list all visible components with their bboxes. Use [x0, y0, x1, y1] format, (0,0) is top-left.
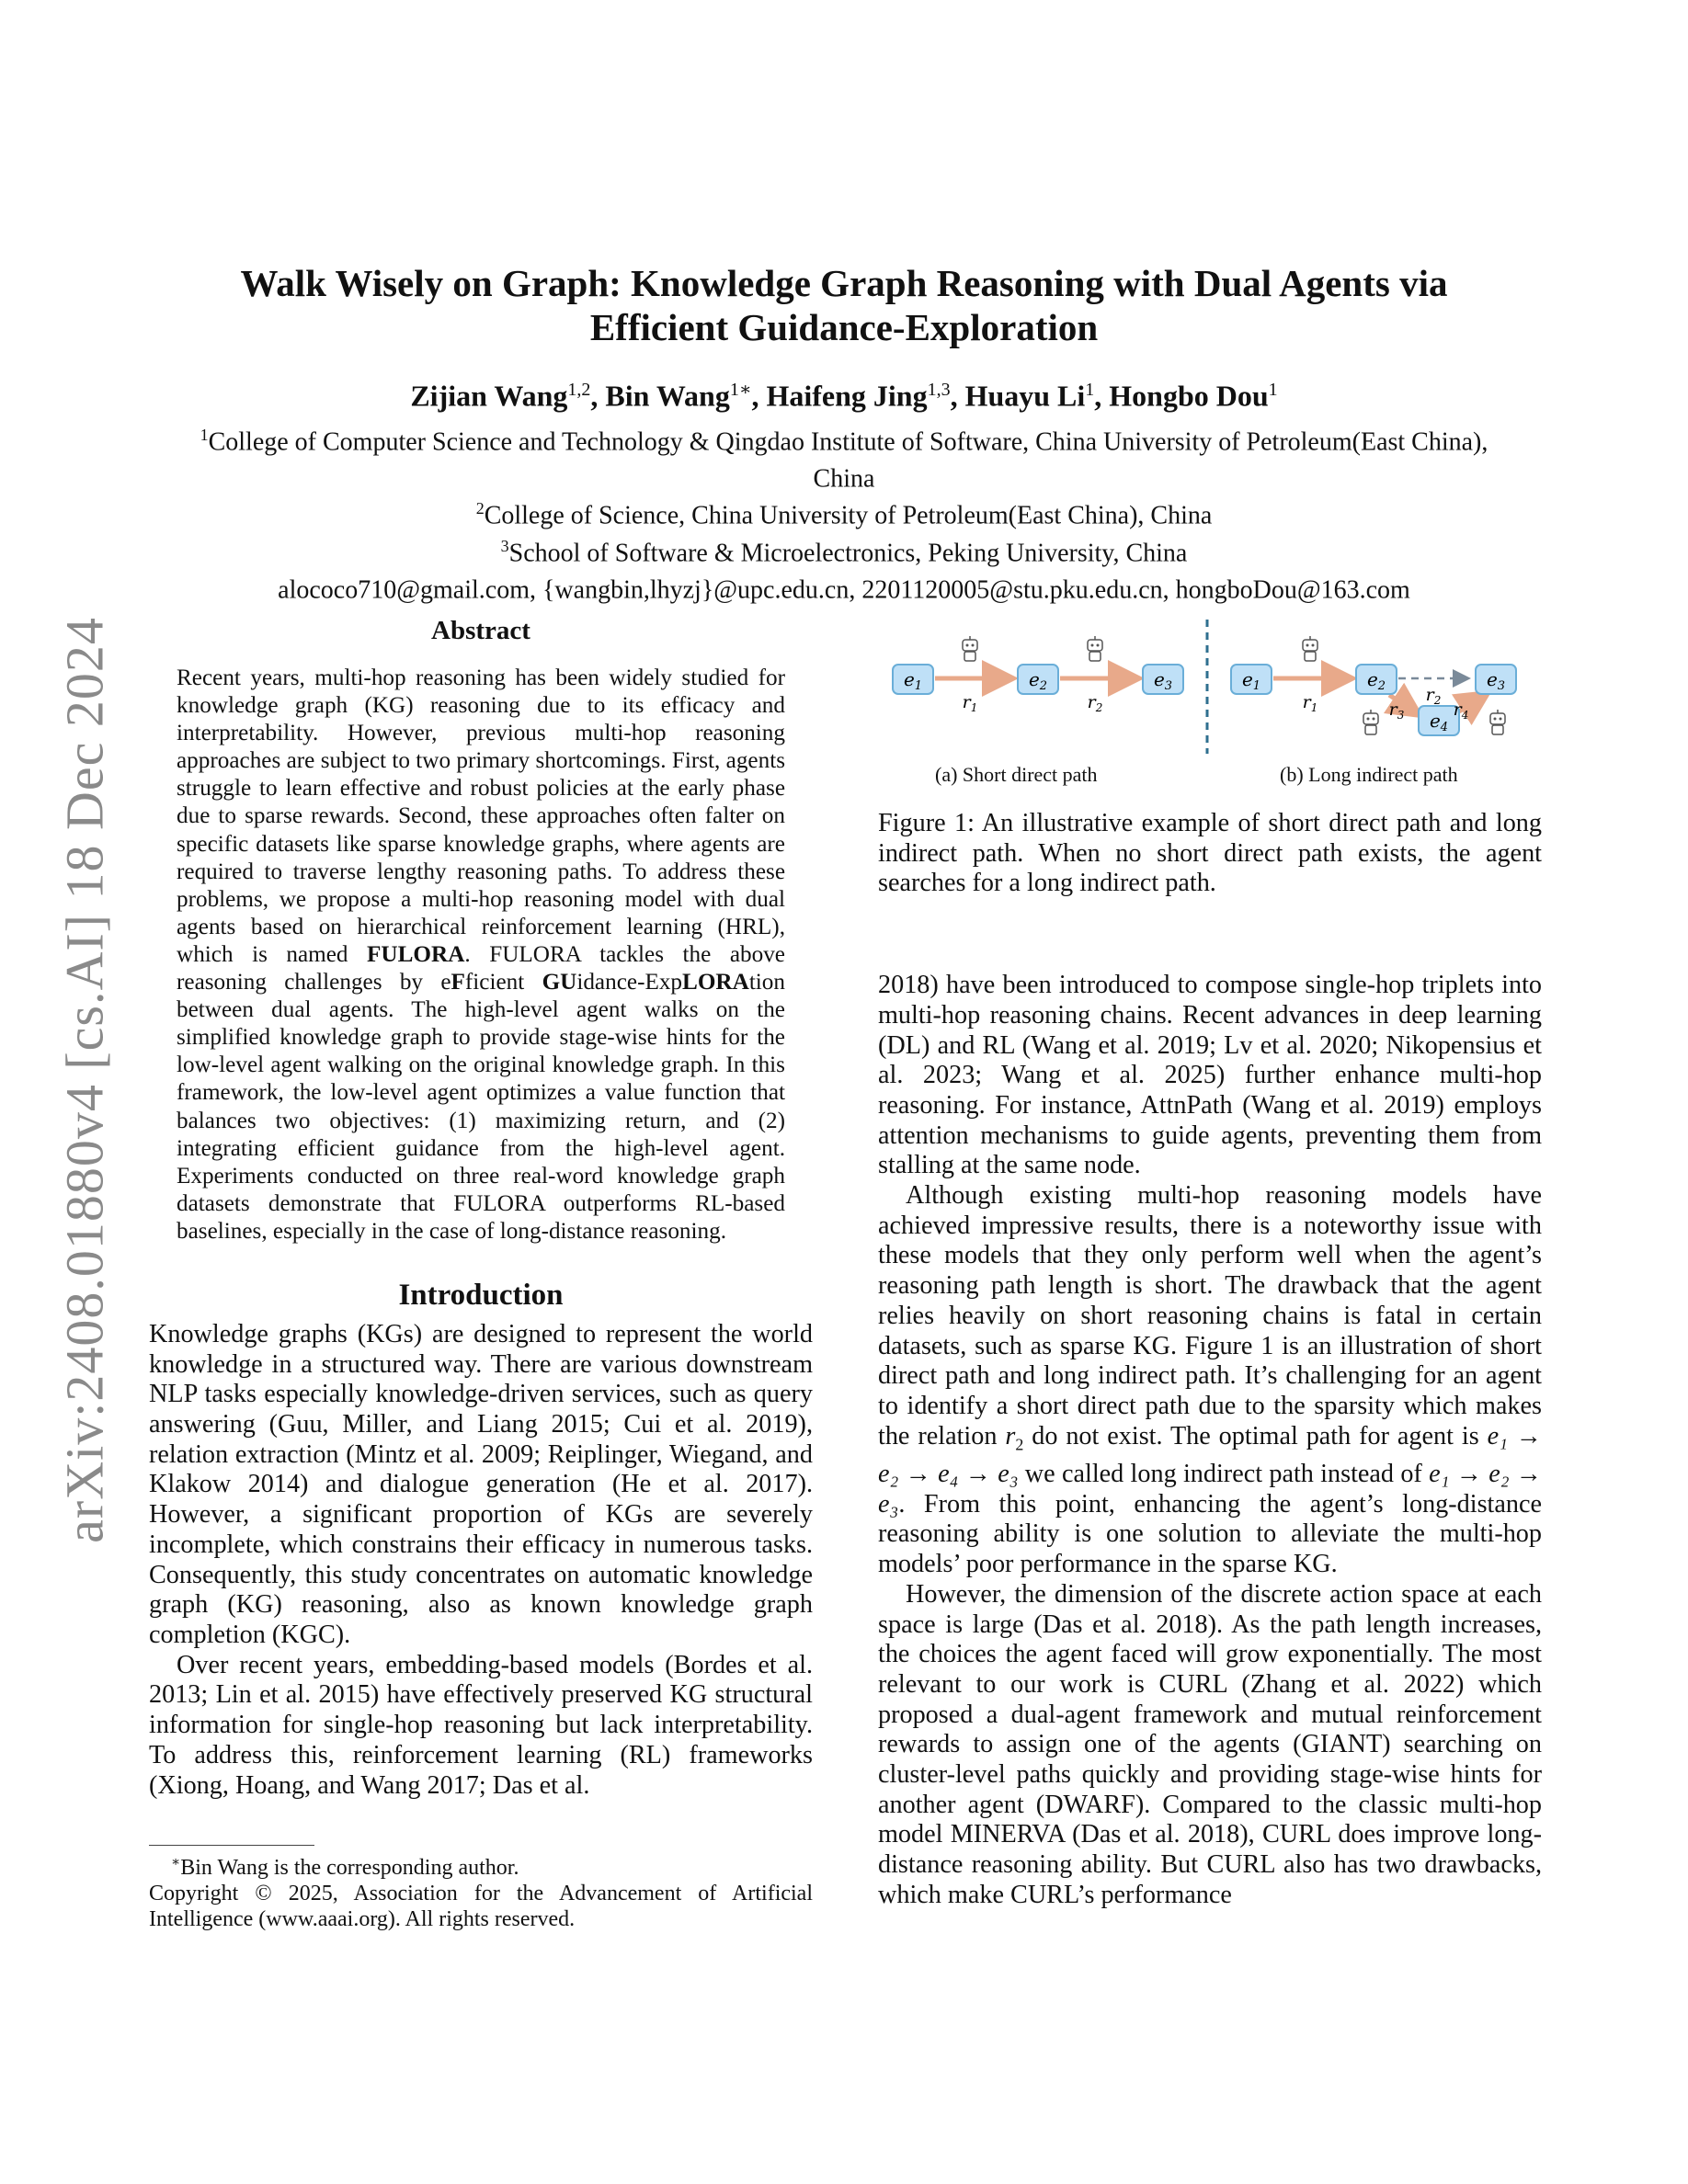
author-separator: ,: [751, 379, 767, 413]
author-name: Haifeng Jing: [766, 379, 928, 413]
affiliation-list: [138, 420, 1550, 606]
intro-paragraph-2: Over recent years, embedding-based models (Bordes et al. 2013; Lin et al. 2015) have effectively preserved KG structural information for single-hop reasoning but lack interpretability. To address this, reinforcement learning (RL) frameworks (Xiong, Hoang, and Wang 2017; Das et al.: [149, 1650, 813, 1800]
panel-b: [1231, 636, 1516, 735]
author-list: [138, 371, 1550, 415]
author-separator: ,: [590, 379, 606, 413]
body-paragraph-1: 2018) have been introduced to compose single-hop triplets into multi-hop reasoning chains. Recent advances in deep learning (DL) and RL (Wang et al. 2019; Lv et al. 2020; Nikopensius et al. 2023; Wang et al. 2025) further enhance multi-hop reasoning. For instance, AttnPath (Wang et al. 2019) employs attention mechanisms to guide agents, preventing them from stalling at the same node.: [878, 971, 1542, 1180]
svg-text:e2: $e_2$: [1366, 668, 1386, 693]
author-affiliation-marker: 1: [1268, 380, 1278, 400]
body-paragraph-3: However, the dimension of the discrete action space at each space is large (Das et al. 2018). As the path length increases, the choices the agent faced will grow exponentially. The most relevant to our work is CURL (Zhang et al. 2022) which proposed a dual-agent framework and mutual reinforcement rewards to assign one of the agents (GIANT) searching on cluster-level paths quickly and providing stage-wise hints for another agent (DWARF). Compared to the classic multi-hop model MINERVA (Das et al. 2018), CURL does improve long-distance reasoning ability. But CURL also has two drawbacks, which make CURL’s performance: [878, 1579, 1542, 1909]
svg-text:e3: $e_3$: [1486, 668, 1506, 693]
author-affiliation-marker: 1: [1085, 380, 1095, 400]
affiliation-line: $^1$College of Computer Science and Technology & Qingdao Institute of Software, China University of Petroleum(East China),: [200, 425, 1488, 456]
author-separator: ,: [950, 379, 965, 413]
right-column: [878, 616, 1542, 1911]
body-paragraph-2: Although existing multi-hop reasoning models have achieved impressive results, there is a noteworthy issue with these models that they only perform well when the agent’s reasoning path length is short. The drawback that the agent relies heavily on short reasoning chains is fatal in certain datasets, such as sparse KG. Figure 1 is an illustration of short direct path and long indirect path. It’s challenging for an agent to identify a short direct path due to the sparsity which makes the relation $r_2$ do not exist. The optimal path for agent is e₁ → e₂ → e₄ → e₃ we called long indirect path instead of e₁ → e₂ → e₃. From this point, enhancing the agent’s long-distance reasoning ability is one solution to alleviate the multi-hop models’ poor performance in the sparse KG.: [878, 1181, 1542, 1579]
abstract-body: Recent years, multi-hop reasoning has been widely studied for knowledge graph (KG) reasoning due to its efficacy and interpretability. However, previous multi-hop reasoning approaches are subject to two primary shortcomings. First, agents struggle to learn effective and robust policies at the early phase due to sparse rewards. Second, these approaches often falter on specific datasets like sparse knowledge graphs, where agents are required to traverse lengthy reasoning paths. To address these problems, we propose a multi-hop reasoning model with dual agents based on hierarchical reinforcement learning (HRL), which is named FULORA. FULORA tackles the above reasoning challenges by eFficient GUidance-ExpLORAtion between dual agents. The high-level agent walks on the simplified knowledge graph to provide stage-wise hints for the low-level agent walking on the original knowledge graph. In this framework, the low-level agent optimizes a value function that balances two objectives: (1) maximizing return, and (2) integrating efficient guidance from the high-level agent. Experiments conducted on three real-word knowledge graph datasets demonstrate that FULORA outperforms RL-based baselines, especially in the case of long-distance reasoning.: [177, 665, 785, 1244]
left-column: [149, 616, 813, 1932]
robot-icon: [1490, 710, 1505, 734]
figure-1: [878, 616, 1542, 786]
author-name: Hongbo Dou: [1109, 379, 1269, 413]
svg-text:e1: $e_1$: [1241, 668, 1261, 693]
subcaption-a: (a) Short direct path: [935, 763, 1098, 786]
subcaption-b: (b) Long indirect path: [1280, 763, 1458, 786]
arxiv-identifier: arXiv:2408.01880v4 [cs.AI] 18 Dec 2024: [54, 617, 115, 1543]
robot-icon: [1303, 636, 1317, 661]
affiliation-line: China: [813, 464, 875, 494]
svg-text:e2: $e_2$: [1028, 668, 1048, 693]
author-affiliation-marker: 1,2: [567, 380, 591, 400]
title-line-2: Efficient Guidance-Exploration: [589, 306, 1099, 348]
paper-title: [138, 261, 1550, 349]
robot-icon: [1363, 710, 1378, 734]
svg-text:e4: $e_4$: [1429, 710, 1449, 734]
author-affiliation-marker: 1,3: [927, 380, 951, 400]
intro-paragraph-1: Knowledge graphs (KGs) are designed to represent the world knowledge in a structured way. There are various downstream NLP tasks especially knowledge-driven services, such as query answering (Guu, Miller, and Liang 2015; Cui et al. 2019), relation extraction (Mintz et al. 2009; Reiplinger, Wiegand, and Klakow 2014) and dialogue generation (He et al. 2017). However, a significant proportion of KGs are severely incomplete, which constrains their efficacy in numerous tasks. Consequently, this study concentrates on automatic knowledge graph (KG) reasoning, also as known knowledge graph completion (KGC).: [149, 1319, 813, 1649]
abstract-heading: Abstract: [431, 616, 530, 645]
introduction-heading: Introduction: [398, 1278, 564, 1312]
title-line-1: Walk Wisely on Graph: Knowledge Graph Reasoning with Dual Agents via: [240, 262, 1448, 304]
svg-text:r3: $r_3$: [1388, 700, 1405, 722]
svg-text:e3: $e_3$: [1153, 668, 1173, 693]
robot-icon: [963, 636, 977, 661]
affiliation-line: alococo710@gmail.com, {wangbin,lhyzj}@upc.edu.cn, 2201120005@stu.pku.edu.cn, hongboDou@163.com: [278, 575, 1410, 605]
paper-header: [138, 261, 1550, 605]
footnote-rule: [149, 1845, 314, 1846]
figure-1-diagram: [878, 616, 1542, 763]
author-name: Zijian Wang: [410, 379, 568, 413]
figure-caption: Figure 1: An illustrative example of short direct path and long indirect path. When no short direct path exists, the agent searches for a long indirect path.: [878, 809, 1542, 898]
footnote: ∗Bin Wang is the corresponding author.: [171, 1855, 519, 1881]
author-name: Huayu Li: [964, 379, 1086, 413]
affiliation-line: $^2$College of Science, China University of Petroleum(East China), China: [475, 499, 1213, 530]
author-name: Bin Wang: [605, 379, 730, 413]
svg-text:r2: $r_2$: [1087, 692, 1103, 714]
affiliation-line: $^3$School of Software & Microelectronics, Peking University, China: [500, 536, 1188, 567]
author-separator: ,: [1094, 379, 1110, 413]
svg-text:r1: $r_1$: [962, 692, 978, 714]
robot-icon: [1088, 636, 1102, 661]
copyright-notice: Copyright © 2025, Association for the Advancement of Artificial Intelligence (www.aaai.org). All rights reserved.: [149, 1882, 813, 1932]
svg-text:r2: $r_2$: [1425, 685, 1442, 707]
author-affiliation-marker: 1∗: [729, 380, 752, 400]
right-column-body: [878, 971, 1542, 1910]
svg-text:r1: $r_1$: [1302, 692, 1318, 714]
svg-text:e1: $e_1$: [903, 668, 923, 693]
panel-a: [893, 636, 1183, 714]
svg-text:r4: $r_4$: [1453, 700, 1469, 722]
